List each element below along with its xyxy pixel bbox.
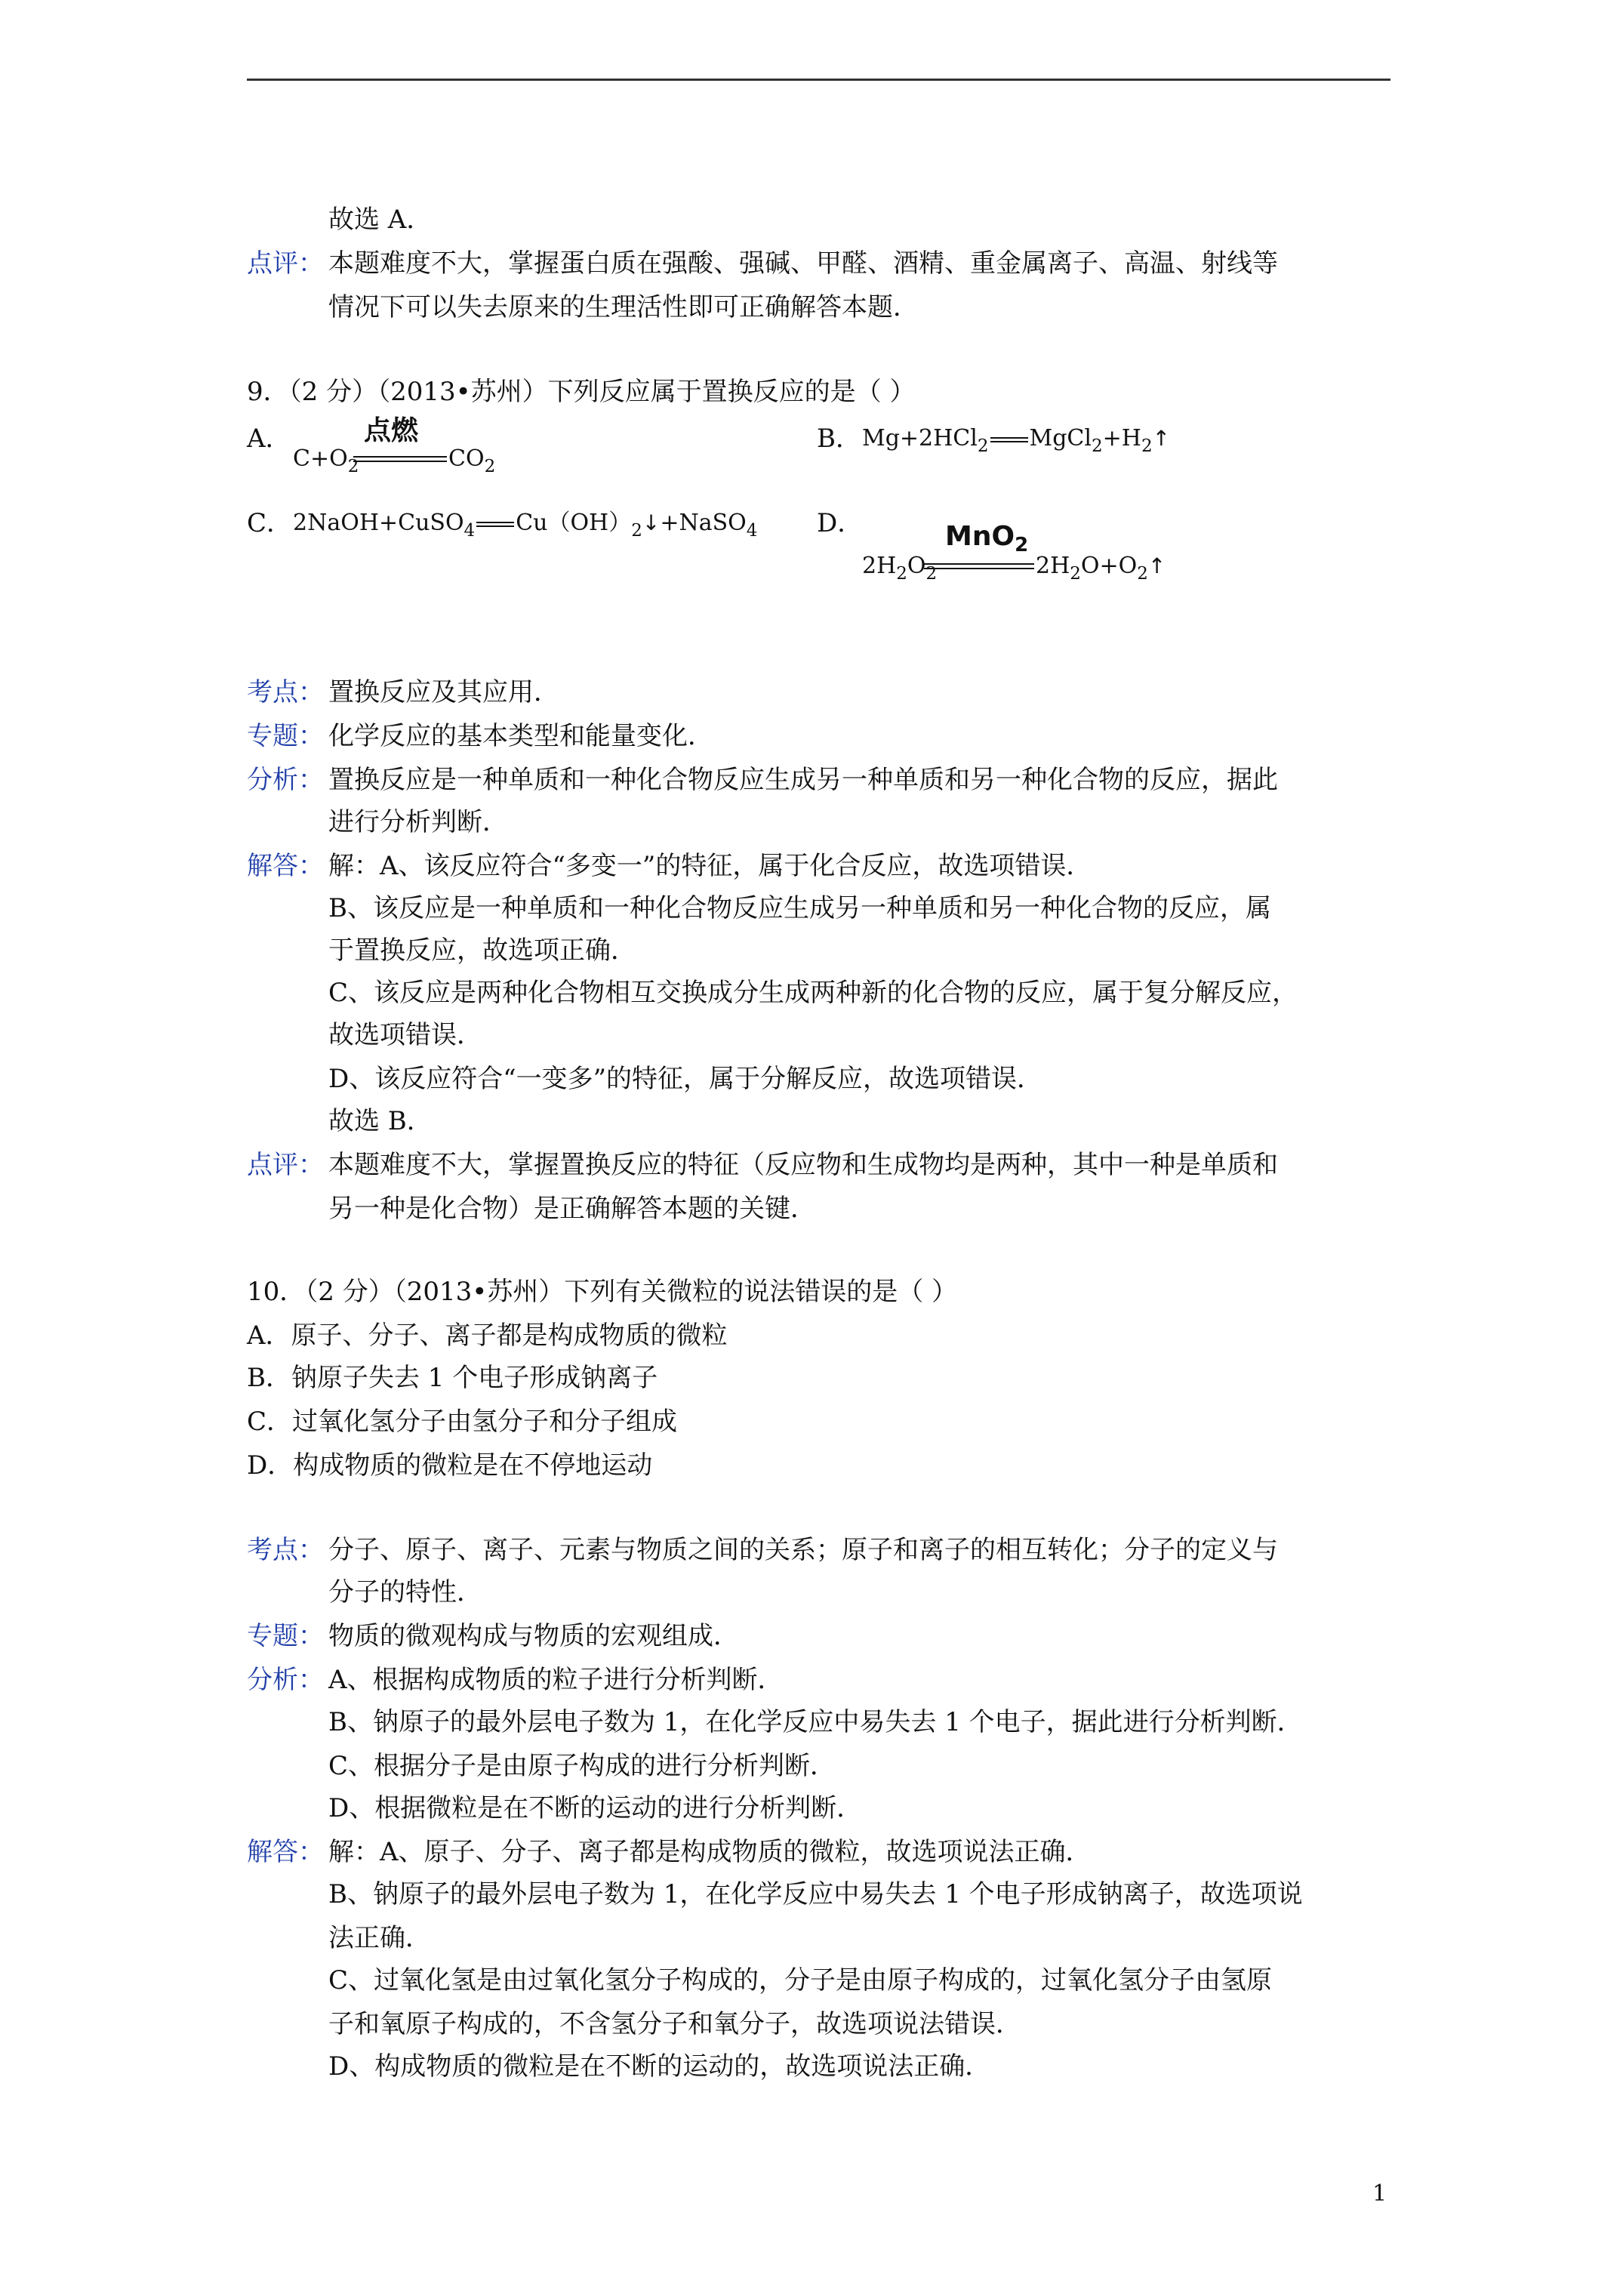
q10-fenxi-line: B、钠原子的最外层电子数为 1，在化学反应中易失去 1 个电子，据此进行分析判断． <box>328 1707 1303 1737</box>
q9-option-d-condition: MnO$_2$ <box>945 521 1029 556</box>
q10-jieda-line: 子和氧原子构成的，不含氢分子和氧分子，故选项说法错误． <box>328 2009 1021 2039</box>
q9-jieda-line: 故选 B． <box>328 1106 433 1136</box>
prev-conclusion: 故选 A． <box>328 205 433 235</box>
q10-kaodian-line: 分子的特性． <box>328 1577 482 1607</box>
q9-option-b-label: B． <box>817 424 861 454</box>
q9-jieda-line: D、该反应符合“一变多”的特征，属于分解反应，故选项错误． <box>328 1064 1043 1094</box>
page-number: 1 <box>1372 2180 1387 2207</box>
q10-jieda-line: C、过氧化氢是由过氧化氢分子构成的，分子是由原子构成的，过氧化氢分子由氢原 <box>328 1965 1273 1996</box>
q9-jieda-line: 解：A、该反应符合“多变一”的特征，属于化合反应，故选项错误． <box>328 851 1092 881</box>
q10-kaodian-label: 考点： <box>247 1535 324 1565</box>
q10-option-d: D．构成物质的微粒是在不停地运动 <box>247 1450 653 1481</box>
q9-jieda-line: 故选项错误． <box>328 1020 482 1050</box>
q9-dianping-line: 另一种是化合物）是正确解答本题的关键． <box>328 1194 816 1224</box>
q9-option-a-product: $CO_2$ <box>448 445 496 476</box>
q9-dianping-label: 点评： <box>247 1150 324 1180</box>
q9-jieda-line: B、该反应是一种单质和一种化合物反应生成另一种单质和另一种化合物的反应，属 <box>328 893 1271 923</box>
prev-review-line: 本题难度不大，掌握蛋白质在强酸、强碱、甲醛、酒精、重金属离子、高温、射线等 <box>328 248 1278 279</box>
q10-jieda-line: B、钠原子的最外层电子数为 1，在化学反应中易失去 1 个电子形成钠离子，故选项说 <box>328 1879 1303 1909</box>
q9-option-a-equals-sign <box>353 456 447 462</box>
q10-jieda-label: 解答： <box>247 1837 324 1867</box>
q9-option-a-label: A． <box>247 424 291 454</box>
q10-jieda-line: 法正确． <box>328 1923 431 1953</box>
q9-fenxi-line: 进行分析判断． <box>328 807 508 837</box>
q9-option-d-reactants: $2H_2O_2$ <box>862 553 938 584</box>
q9-option-a-condition: 点燃 <box>364 415 419 446</box>
q9-jieda-label: 解答： <box>247 851 324 881</box>
q10-option-c: C．过氧化氢分子由氢分子和分子组成 <box>247 1407 678 1437</box>
q9-option-d-equals-sign <box>924 563 1034 569</box>
q9-option-c-label: C． <box>247 508 293 538</box>
q10-zhuanti: 物质的微观构成与物质的宏观组成． <box>328 1621 739 1651</box>
q9-fenxi-line: 置换反应是一种单质和一种化合物反应生成另一种单质和另一种化合物的反应，据此 <box>328 765 1278 795</box>
q10-fenxi-line: D、根据微粒是在不断的运动的进行分析判断． <box>328 1793 863 1823</box>
q10-kaodian-line: 分子、原子、离子、元素与物质之间的关系；原子和离子的相互转化；分子的定义与 <box>328 1535 1278 1565</box>
q10-option-b: B．钠原子失去 1 个电子形成钠离子 <box>247 1363 658 1393</box>
q9-kaodian: 置换反应及其应用． <box>328 677 559 707</box>
q10-zhuanti-label: 专题： <box>247 1621 324 1651</box>
q9-zhuanti: 化学反应的基本类型和能量变化． <box>328 721 713 751</box>
q10-option-a: A．原子、分子、离子都是构成物质的微粒 <box>247 1321 728 1351</box>
q9-option-a-reactants: $C+O_2$ <box>293 445 359 476</box>
q9-option-d-label: D． <box>817 508 864 538</box>
q10-fenxi-line: A、根据构成物质的粒子进行分析判断． <box>328 1665 784 1695</box>
q9-dianping-line: 本题难度不大，掌握置换反应的特征（反应物和生成物均是两种，其中一种是单质和 <box>328 1150 1278 1180</box>
header-rule <box>247 79 1390 81</box>
prev-review-line: 情况下可以失去原来的生理活性即可正确解答本题． <box>328 292 919 322</box>
q10-fenxi-line: C、根据分子是由原子构成的进行分析判断． <box>328 1751 836 1781</box>
q9-fenxi-label: 分析： <box>247 765 324 795</box>
q10-jieda-line: D、构成物质的微粒是在不断的运动的，故选项说法正确． <box>328 2051 991 2082</box>
q10-fenxi-label: 分析： <box>247 1665 324 1695</box>
q9-title: 9．（2 分）（2013•苏州）下列反应属于置换反应的是（ ） <box>247 377 916 407</box>
q9-option-b-equation: Mg+2HCl$_2$ $MgCl_2+H_2↑$ <box>862 425 1171 456</box>
prev-review-label: 点评： <box>247 248 324 279</box>
q9-option-c-equation: 2NaOH+CuSO$_4$ $Cu(OH)_2↓+NaSO_4$ <box>293 510 758 541</box>
q9-zhuanti-label: 专题： <box>247 721 324 751</box>
q9-kaodian-label: 考点： <box>247 677 324 707</box>
q10-title: 10．（2 分）（2013•苏州）下列有关微粒的说法错误的是（ ） <box>247 1277 958 1307</box>
q9-jieda-line: 于置换反应，故选项正确． <box>328 935 636 966</box>
q9-option-d-products: $2H_2O+O_2↑$ <box>1036 553 1166 584</box>
q10-jieda-line: 解：A、原子、分子、离子都是构成物质的微粒，故选项说法正确． <box>328 1837 1092 1867</box>
q9-jieda-line: C、该反应是两种化合物相互交换成分生成两种新的化合物的反应，属于复分解反应， <box>328 978 1298 1008</box>
